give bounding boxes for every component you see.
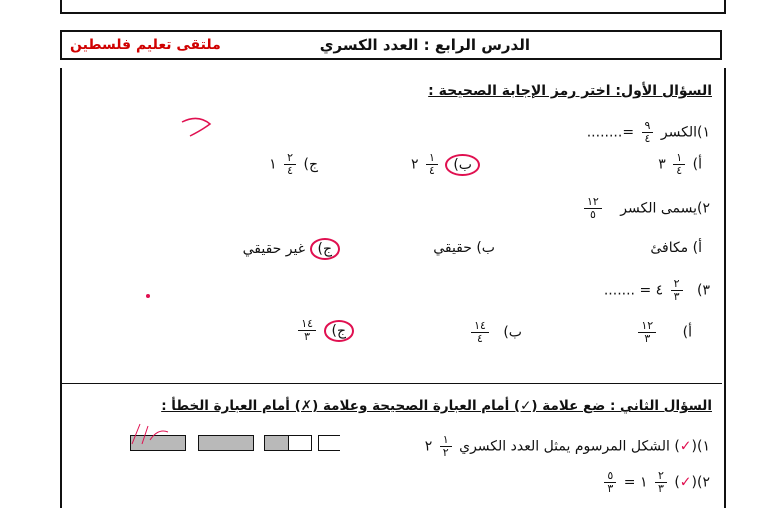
q2-den: ٥ (589, 208, 596, 221)
q3-b-den: ٤ (477, 332, 483, 345)
q1-prefix: ١)الكسر (660, 124, 710, 141)
q1-a-num: ١ (673, 152, 685, 165)
lesson-header (60, 30, 722, 60)
q3-stem (604, 278, 710, 303)
q3-b-num: ١٤ (471, 320, 489, 333)
q2-num: ١٢ (584, 196, 602, 209)
s1-check-mark: ✓ (679, 438, 692, 455)
q1-a-den: ٤ (676, 164, 683, 177)
s2-den: ٣ (657, 482, 664, 495)
red-scribble (128, 418, 178, 448)
q1-suffix: =........ (586, 124, 635, 141)
brand-label: ملتقى تعليم فلسطين (70, 37, 221, 53)
statement-1 (425, 434, 710, 459)
q2-c-circled-label: ج) (310, 238, 341, 260)
statement-2 (601, 470, 710, 495)
q2-stem (581, 196, 710, 221)
s2-fraction (655, 470, 667, 495)
q1-den: ٤ (644, 132, 651, 145)
q1-option-a (658, 152, 702, 177)
q3-a-num: ١٢ (638, 320, 656, 333)
q1-b-fraction (426, 152, 438, 177)
q3-option-a (635, 320, 692, 345)
s2-close: ) (674, 474, 680, 491)
q1-c-label: ج) (303, 156, 318, 173)
q3-fraction (671, 278, 683, 303)
s2-rnum: ٥ (604, 470, 616, 483)
s2-prefix: ٢)( (691, 474, 710, 491)
q2-option-a: أ) مكافئ (650, 240, 702, 256)
q3-option-b (468, 320, 522, 345)
bar4-segment (319, 436, 340, 450)
q3-b-label: ب) (503, 324, 522, 341)
q1-option-c (269, 152, 318, 177)
q3-den: ٣ (673, 290, 680, 303)
shaded-bar-3 (264, 435, 312, 451)
s2-num: ٢ (655, 470, 667, 483)
s2-equals: = (623, 474, 636, 491)
s1-den: ٢ (442, 446, 449, 459)
s1-fraction (440, 434, 452, 459)
annotation-stroke (182, 118, 210, 136)
section1-heading: السؤال الأول: اختر رمز الإجابة الصحيحة : (428, 83, 712, 99)
q3-a-label: أ) (682, 324, 692, 341)
q1-b-circled-label: ب) (445, 154, 480, 176)
bar2-segment (199, 436, 253, 450)
q1-c-fraction (284, 152, 296, 177)
scribble-stroke (132, 424, 168, 444)
s2-result-fraction (604, 470, 616, 495)
bar3-shaded-half (265, 436, 288, 450)
q1-b-den: ٤ (428, 164, 435, 177)
q1-a-fraction (673, 152, 685, 177)
red-dot (146, 294, 150, 298)
section-divider (60, 383, 722, 384)
q3-a-fraction (638, 320, 656, 345)
q1-b-num: ١ (426, 152, 438, 165)
top-frame (60, 0, 726, 14)
q3-suffix: = ....... (603, 282, 652, 299)
q1-num: ٩ (642, 120, 654, 133)
q1-c-den: ٤ (287, 164, 294, 177)
q1-fraction (642, 120, 654, 145)
q1-c-num: ٢ (284, 152, 296, 165)
q3-option-c (295, 318, 354, 343)
q3-c-num: ١٤ (298, 318, 316, 331)
q1-stem (587, 120, 710, 145)
q2-c-text: غير حقيقي (242, 241, 306, 257)
q1-a-whole: ٣ (658, 156, 666, 173)
red-annotation-mark (180, 112, 230, 142)
q3-c-den: ٣ (304, 330, 311, 343)
q3-c-circled-label: ج) (324, 320, 355, 342)
q1-c-whole: ١ (269, 156, 277, 173)
q3-a-den: ٣ (644, 332, 651, 345)
q1-option-b (411, 152, 480, 177)
shaded-bar-4-partial (318, 435, 340, 451)
q2-prefix: ٢)يسمى الكسر (620, 200, 710, 217)
q3-c-fraction (298, 318, 316, 343)
q2-option-b: ب) حقيقي (433, 240, 495, 256)
q3-num: ٢ (671, 278, 683, 291)
s2-check-mark: ✓ (679, 474, 692, 491)
section2-heading: السؤال الثاني : ضع علامة (✓) أمام العبارة الصحيحة وعلامة (✗) أمام العبارة الخطأ : (161, 398, 712, 414)
s2-whole: ١ (639, 474, 648, 491)
s1-num: ١ (440, 434, 452, 447)
q3-prefix: ٣) (697, 282, 710, 299)
s1-whole: ٢ (424, 438, 433, 455)
q3-whole: ٤ (655, 282, 664, 299)
q2-option-c (243, 238, 340, 260)
q1-a-label: أ) (692, 156, 702, 173)
s1-prefix: ١)( (691, 438, 710, 455)
s1-text: ) الشكل المرسوم يمثل العدد الكسري (459, 438, 680, 455)
lesson-title: الدرس الرابع : العدد الكسري (319, 36, 530, 54)
bar3-empty-half (288, 436, 311, 450)
q2-fraction (584, 196, 602, 221)
q3-b-fraction (471, 320, 489, 345)
q1-b-whole: ٢ (410, 156, 419, 173)
shaded-bar-2 (198, 435, 254, 451)
s2-rden: ٣ (607, 482, 614, 495)
